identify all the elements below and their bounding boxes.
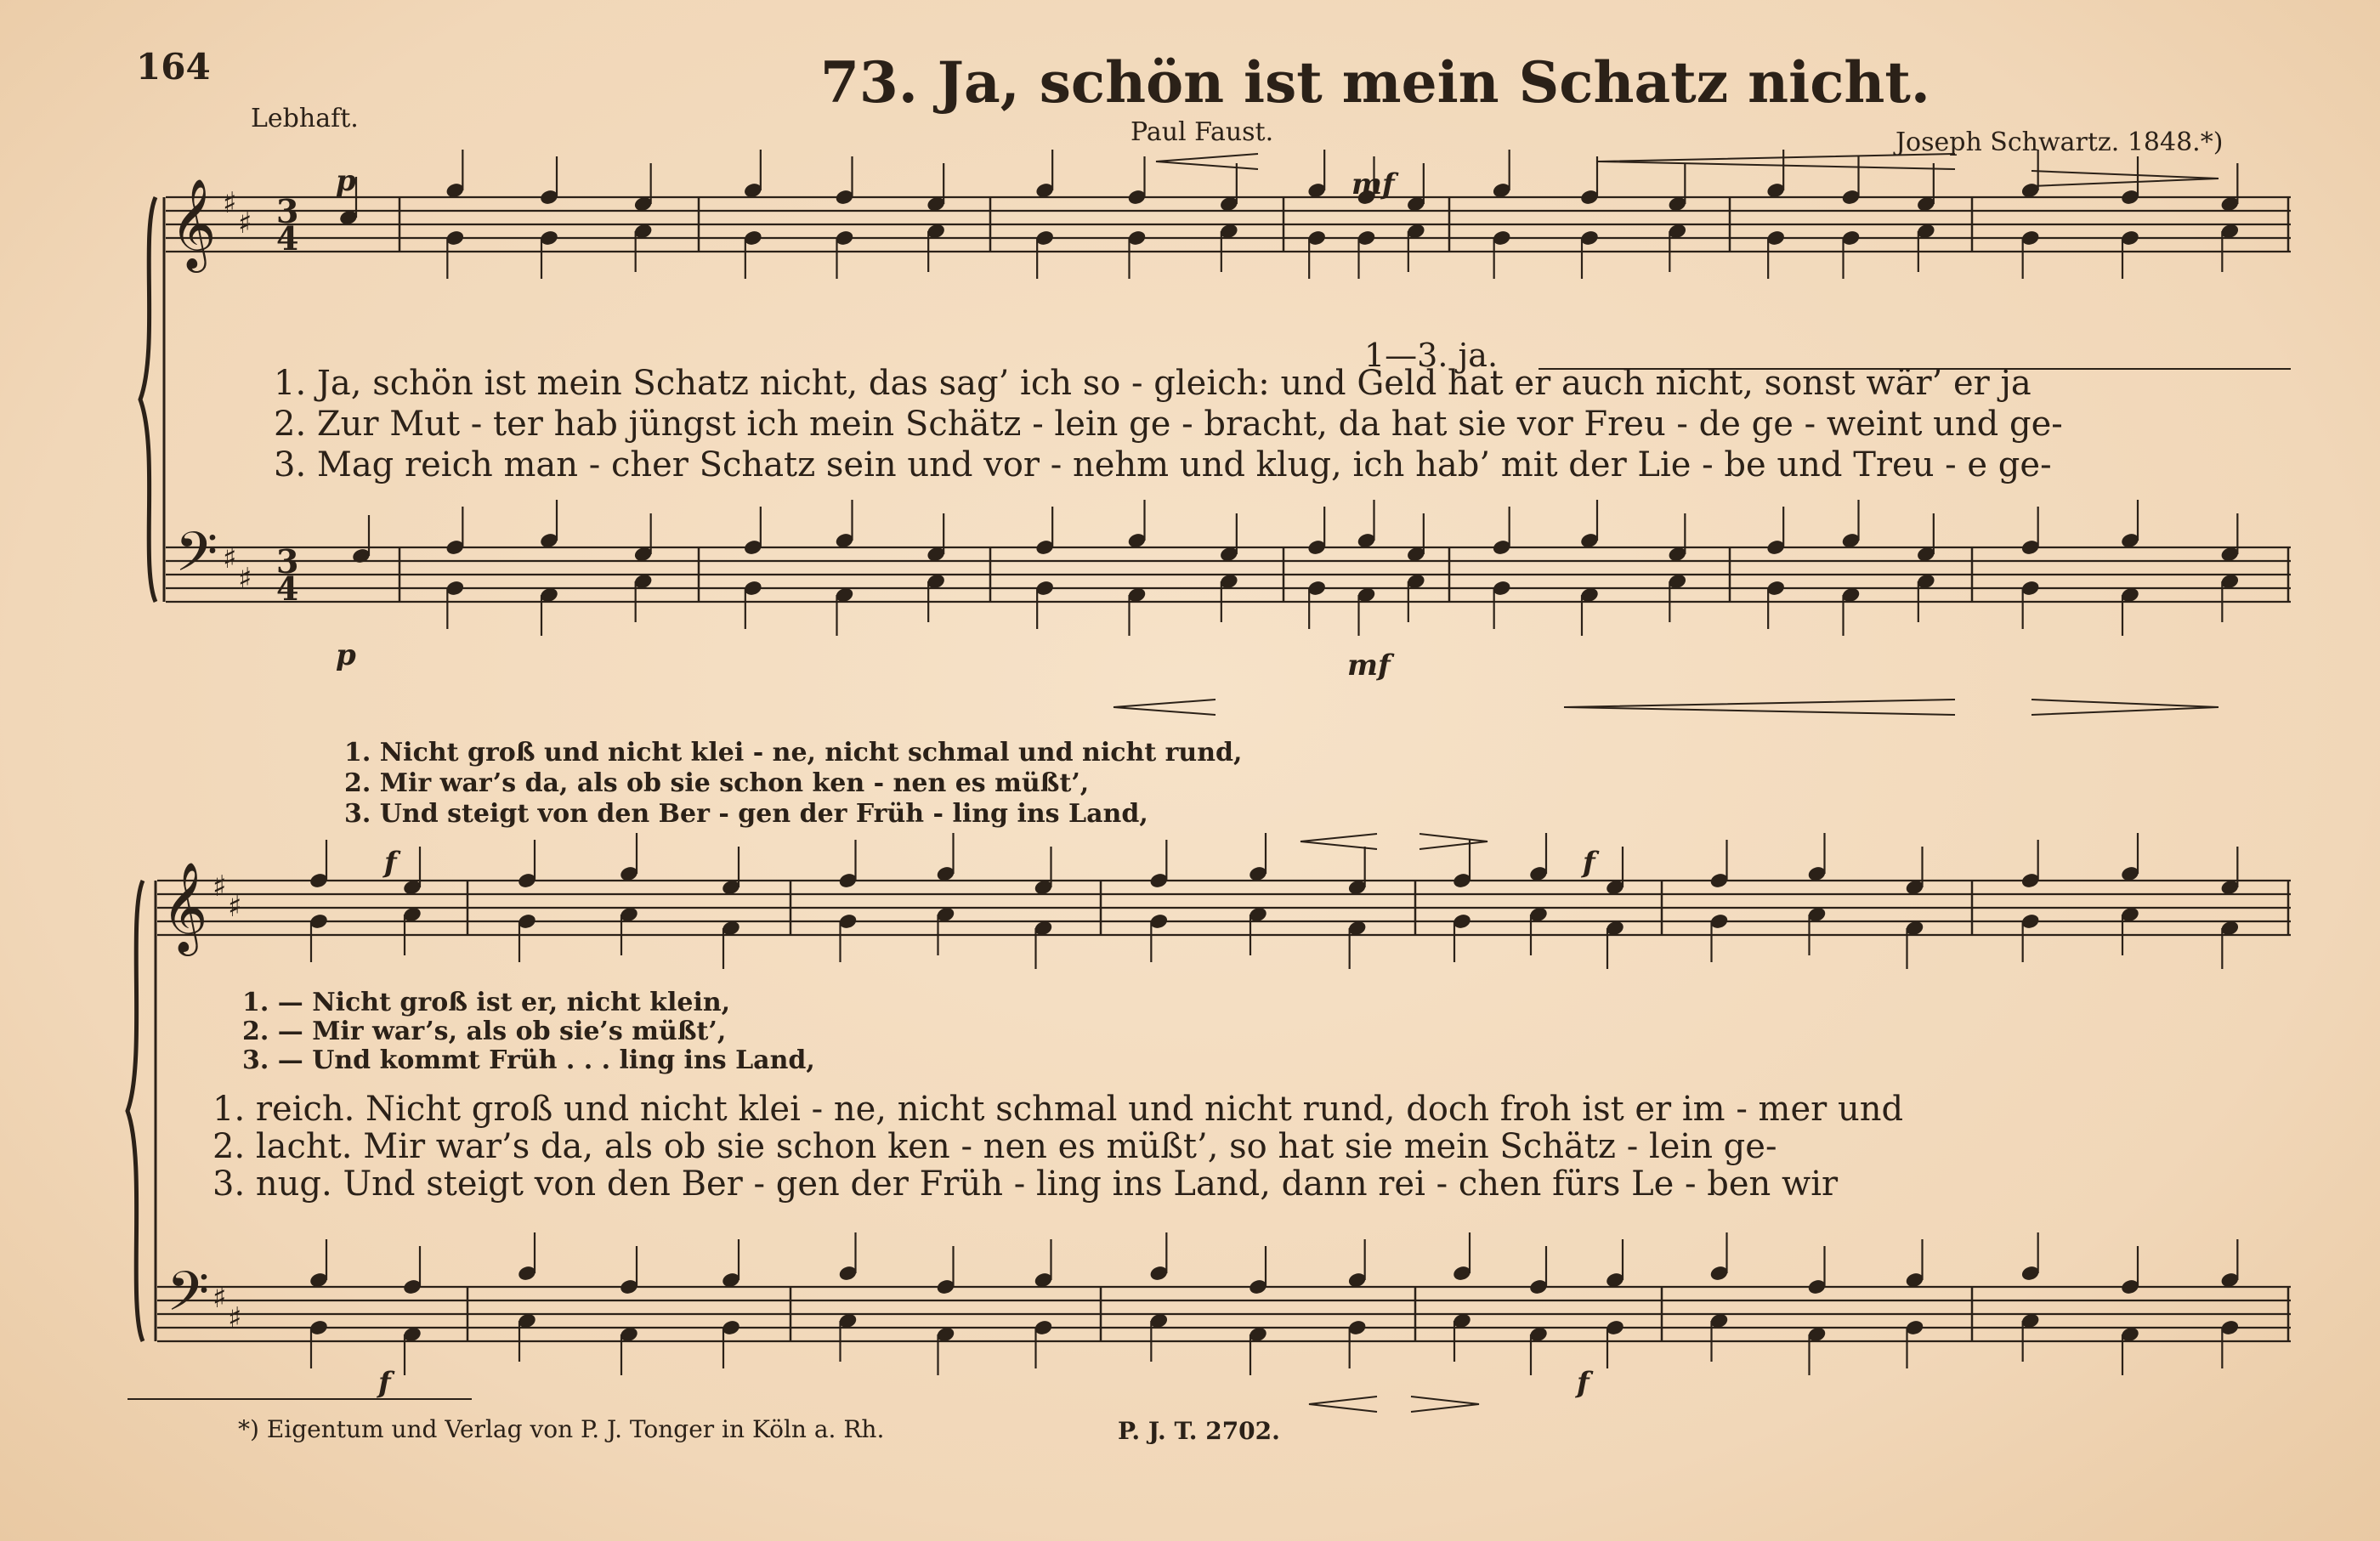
verse-2-line-1: 2. Zur Mut - ter hab jüngst ich mein Schätz - lein ge - bracht, da hat sie vor Freu - de ge - weint und ge- bbox=[274, 405, 2063, 444]
key-signature-sharp: ♯ bbox=[228, 890, 242, 924]
footnote: *) Eigentum und Verlag von P. J. Tonger in Köln a. Rh. bbox=[238, 1415, 885, 1443]
alto-verse-1: 1. — Nicht groß ist er, nicht klein, bbox=[242, 988, 731, 1017]
time-signature-denominator: 4 bbox=[276, 569, 299, 608]
key-signature-sharp: ♯ bbox=[212, 870, 227, 904]
tempo-marking: Lebhaft. bbox=[251, 104, 359, 133]
treble-clef-icon: 𝄞 bbox=[162, 861, 208, 952]
key-signature-sharp: ♯ bbox=[223, 186, 237, 220]
crescendo-hairpin bbox=[1309, 1397, 1377, 1412]
crescendo-hairpin bbox=[1156, 154, 1258, 169]
lyricist-credit: Paul Faust. bbox=[1130, 117, 1274, 147]
decrescendo-hairpin bbox=[1420, 834, 1488, 849]
dynamic-forte: f bbox=[384, 846, 397, 880]
time-signature-numerator: 3 bbox=[276, 192, 299, 230]
key-signature-sharp: ♯ bbox=[212, 1281, 227, 1315]
verse-2-line-2: 2. lacht. Mir war’s da, als ob sie schon ken - nen es müßt’, so hat sie mein Schätz - lein ge- bbox=[212, 1127, 1777, 1166]
key-signature-sharp: ♯ bbox=[238, 207, 252, 241]
key-signature-sharp: ♯ bbox=[228, 1301, 242, 1335]
dynamic-piano: p bbox=[336, 164, 356, 198]
alto-verse-2: 2. — Mir war’s, als ob sie’s müßt’, bbox=[242, 1017, 727, 1046]
decrescendo-hairpin bbox=[2032, 700, 2218, 715]
upper-verse-1: 1. Nicht groß und nicht klei - ne, nicht schmal und nicht rund, bbox=[344, 738, 1243, 768]
dynamic-mezzo-forte: mf bbox=[1347, 649, 1391, 683]
verse-1-line-1: 1. Ja, schön ist mein Schatz nicht, das sag’ ich so - gleich: und Geld hat er auch nicht, sonst wär’ er ja bbox=[274, 364, 2032, 403]
verse-3-line-2: 3. nug. Und steigt von den Ber - gen der Früh - ling ins Land, dann rei - chen fürs Le - ben wir bbox=[212, 1164, 1839, 1204]
treble-clef-icon: 𝄞 bbox=[170, 178, 217, 269]
system2-brace bbox=[128, 881, 143, 1341]
dynamic-forte: f bbox=[1583, 846, 1595, 880]
decrescendo-hairpin bbox=[1411, 1397, 1479, 1412]
composer-credit: Joseph Schwartz. 1848.*) bbox=[1896, 127, 2224, 157]
dynamic-mezzo-forte: mf bbox=[1352, 167, 1395, 201]
upper-verse-3: 3. Und steigt von den Ber - gen der Früh - ling ins Land, bbox=[344, 799, 1148, 829]
bass-clef-icon: 𝄢 bbox=[175, 521, 218, 598]
time-signature-denominator: 4 bbox=[276, 219, 299, 258]
alto-verse-3: 3. — Und kommt Früh . . . ling ins Land, bbox=[242, 1045, 815, 1075]
key-signature-sharp: ♯ bbox=[223, 541, 237, 575]
plate-number: P. J. T. 2702. bbox=[1118, 1417, 1280, 1445]
bass-clef-icon: 𝄢 bbox=[167, 1261, 210, 1337]
dynamic-piano: p bbox=[336, 638, 356, 672]
crescendo-hairpin bbox=[1564, 700, 1955, 715]
refrain-text: 1—3. ja. bbox=[1364, 337, 1499, 374]
decrescendo-hairpin bbox=[2032, 171, 2218, 186]
page-number: 164 bbox=[136, 46, 211, 88]
upper-verse-2: 2. Mir war’s da, als ob sie schon ken - nen es müßt’, bbox=[344, 768, 1090, 798]
verse-1-line-2: 1. reich. Nicht groß und nicht klei - ne, nicht schmal und nicht rund, doch froh ist er im - mer und bbox=[212, 1090, 1904, 1129]
crescendo-hairpin bbox=[1114, 700, 1216, 715]
dynamic-forte: f bbox=[1577, 1366, 1590, 1400]
key-signature-sharp: ♯ bbox=[238, 562, 252, 596]
verse-3-line-1: 3. Mag reich man - cher Schatz sein und vor - nehm und klug, ich hab’ mit der Lie - be und Treu - e ge- bbox=[274, 445, 2052, 484]
song-title: 73. Ja, schön ist mein Schatz nicht. bbox=[820, 49, 1930, 116]
time-signature-numerator: 3 bbox=[276, 542, 299, 581]
dynamic-forte: f bbox=[378, 1366, 391, 1400]
system1-brace bbox=[140, 197, 156, 602]
